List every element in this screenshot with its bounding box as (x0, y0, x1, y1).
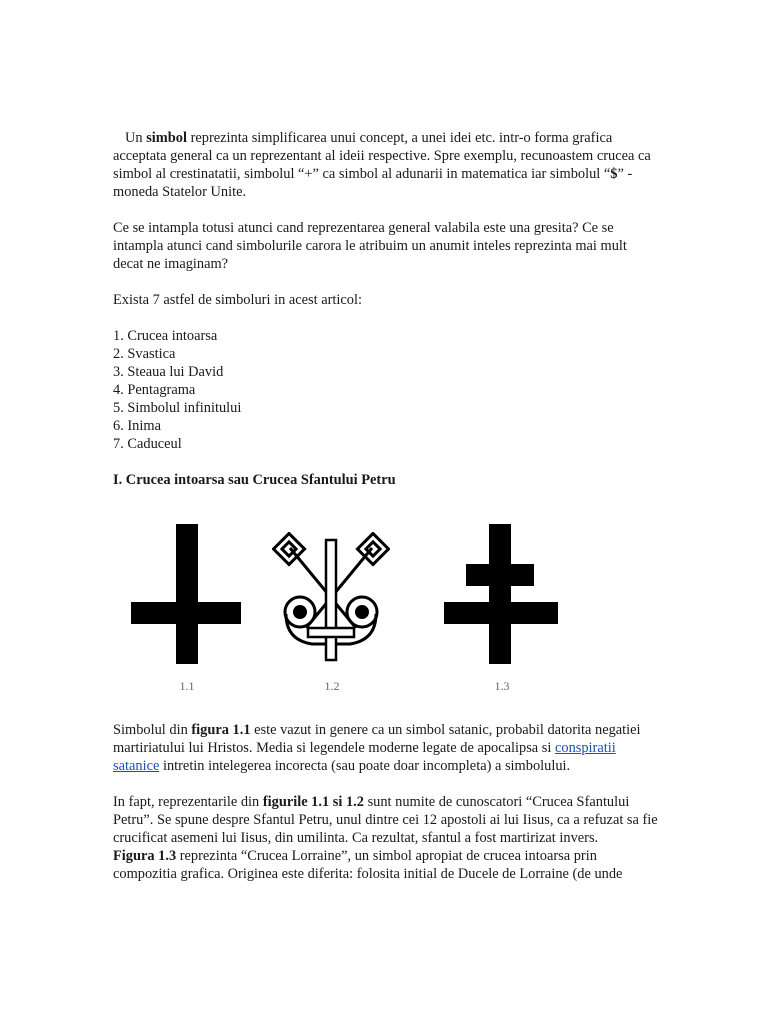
paragraph-figurile: In fapt, reprezentarile din figurile 1.1 si 1.2 sunt numite de cunoscatori “Crucea Sfantului Petru”. Se spune despre Sfantul Petru, unul dintre cei 12 apostoli ai lui Iisus, ca a refuzat sa fie crucificat asemeni lui Iisus, din umilinta. Ca rezultat, sfantul a fost martirizat invers. (113, 794, 658, 846)
list-item: 1. Crucea intoarsa (113, 328, 218, 344)
list-item: 2. Svastica (113, 346, 176, 362)
conspiratii-satanice-link[interactable]: conspiratii satanice (113, 740, 616, 774)
list-item: 4. Pentagrama (113, 382, 196, 398)
paragraph-figura-1-3: Figura 1.3 reprezinta “Crucea Lorraine”, un simbol apropiat de crucea intoarsa prin compozitia grafica. Originea este diferita: folosita initial de Ducele de Lorraine (de unde (113, 848, 623, 882)
list-item: 7. Caduceul (113, 436, 182, 452)
intro-paragraph: Un simbol reprezinta simplificarea unui concept, a unei idei etc. intr-o forma grafica acceptata general ca un reprezentant al ideii respective. Spre exemplu, recunoastem crucea ca simbol al crestinatatii, simbolul “+” ca simbol al adunarii in matematica iar simbolul “$” - moneda Statelor Unite. (113, 130, 651, 200)
section-heading: I. Crucea intoarsa sau Crucea Sfantului Petru (113, 472, 396, 488)
lorraine-cross-icon (444, 524, 558, 664)
figure-caption-1-1: 1.1 (179, 679, 195, 693)
crossed-keys-cross-icon (272, 532, 390, 664)
symbol-list (113, 327, 658, 453)
question-paragraph: Ce se intampla totusi atunci cand reprezentarea general valabila este una gresita? Ce se intampla atunci cand simbolurile carora le atribuim un anumit inteles reprezinta mai mult decat ne imaginam? (113, 220, 627, 272)
list-item: 3. Steaua lui David (113, 364, 224, 380)
inverted-cross-icon (131, 524, 241, 664)
figure-caption-1-3: 1.3 (494, 679, 510, 693)
count-line: Exista 7 astfel de simboluri in acest articol: (113, 292, 362, 308)
dollar-sign: $ (610, 166, 618, 182)
term-simbol: simbol (146, 130, 187, 146)
list-item: 6. Inima (113, 418, 161, 434)
paragraph-figura-1-1: Simbolul din figura 1.1 este vazut in genere ca un simbol satanic, probabil datorita negatiei martiriatului lui Hristos. Media si legendele moderne legate de apocalipsa si conspiratii satanice intretin intelegerea incorecta (sau poate doar incompleta) a simbolului. (113, 722, 641, 774)
figure-caption-1-2: 1.2 (324, 679, 340, 693)
list-item: 5. Simbolul infinitului (113, 400, 242, 416)
document-body (113, 129, 658, 883)
